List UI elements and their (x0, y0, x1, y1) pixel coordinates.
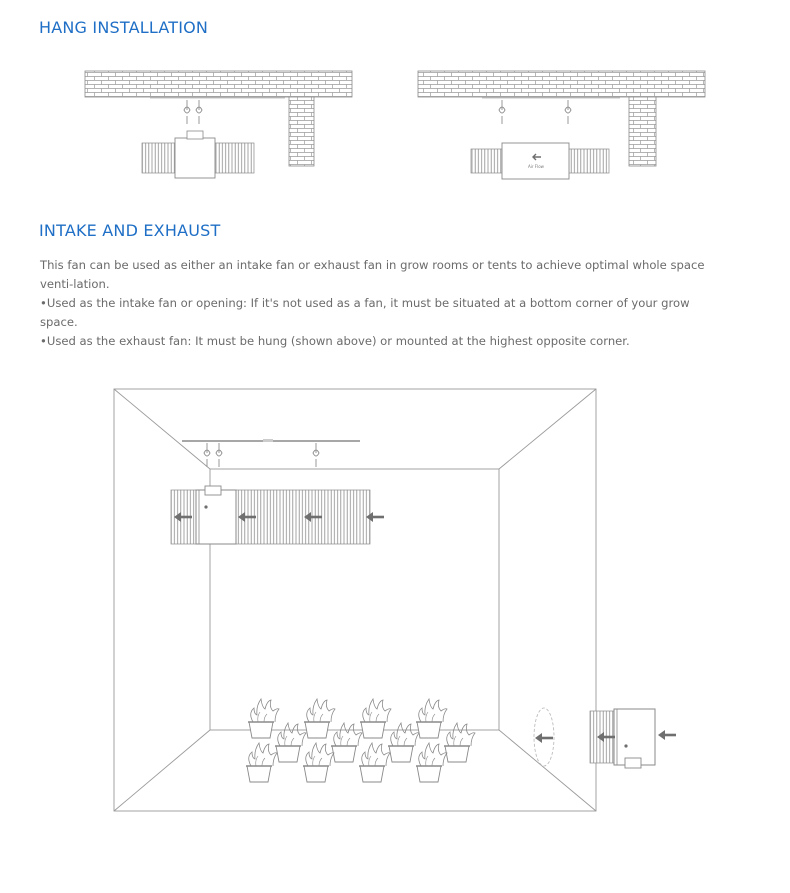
hang-diagram-right (418, 71, 705, 179)
duct-left-b (215, 143, 254, 173)
hanging-rail (182, 439, 360, 467)
plant-pot (331, 723, 362, 762)
air-flow-label: Air Flow (528, 164, 544, 169)
fan-body-right (502, 143, 569, 179)
plant-pot (416, 699, 447, 738)
plant-pot (359, 743, 390, 782)
hang-diagram-left (85, 71, 352, 178)
plant-pot (360, 699, 391, 738)
duct-left-a (142, 143, 175, 173)
intake-assembly (534, 708, 676, 768)
plant-pot (304, 699, 335, 738)
wall-bricks-left (289, 97, 314, 166)
intake-bullet: •Used as the intake fan or opening: If it's not used as a fan, it must be situated at a bottom corner of your grow space. (40, 296, 690, 329)
plant-group (246, 699, 475, 782)
plant-pot (303, 743, 334, 782)
intake-exhaust-description (40, 256, 710, 351)
hang-installation-heading: HANG INSTALLATION (39, 18, 209, 37)
plant-pot (388, 723, 419, 762)
duct-right-b (569, 149, 609, 173)
intake-paragraph: This fan can be used as either an intake fan or exhaust fan in grow rooms or tents to achieve optimal whole space venti-lation. (40, 258, 705, 291)
exhaust-fan-assembly (171, 486, 384, 544)
intake-fan-body (614, 709, 655, 765)
ceiling-bricks-right (418, 71, 705, 97)
exhaust-bullet: •Used as the exhaust fan: It must be hung (shown above) or mounted at the highest opposite corner. (40, 334, 630, 348)
ceiling-bricks-left (85, 71, 352, 97)
fan-body-left (175, 138, 215, 178)
plant-pot (416, 743, 447, 782)
wall-bricks-right (629, 97, 656, 166)
duct-right-a (471, 149, 502, 173)
plant-pot (444, 723, 475, 762)
intake-exhaust-heading: INTAKE AND EXHAUST (39, 221, 221, 240)
plant-pot (275, 723, 306, 762)
arrow-left-icon (658, 730, 665, 740)
plant-pot (248, 699, 279, 738)
plant-pot (246, 743, 277, 782)
exhaust-duct-long (236, 490, 370, 544)
exhaust-fan-body (196, 490, 236, 544)
